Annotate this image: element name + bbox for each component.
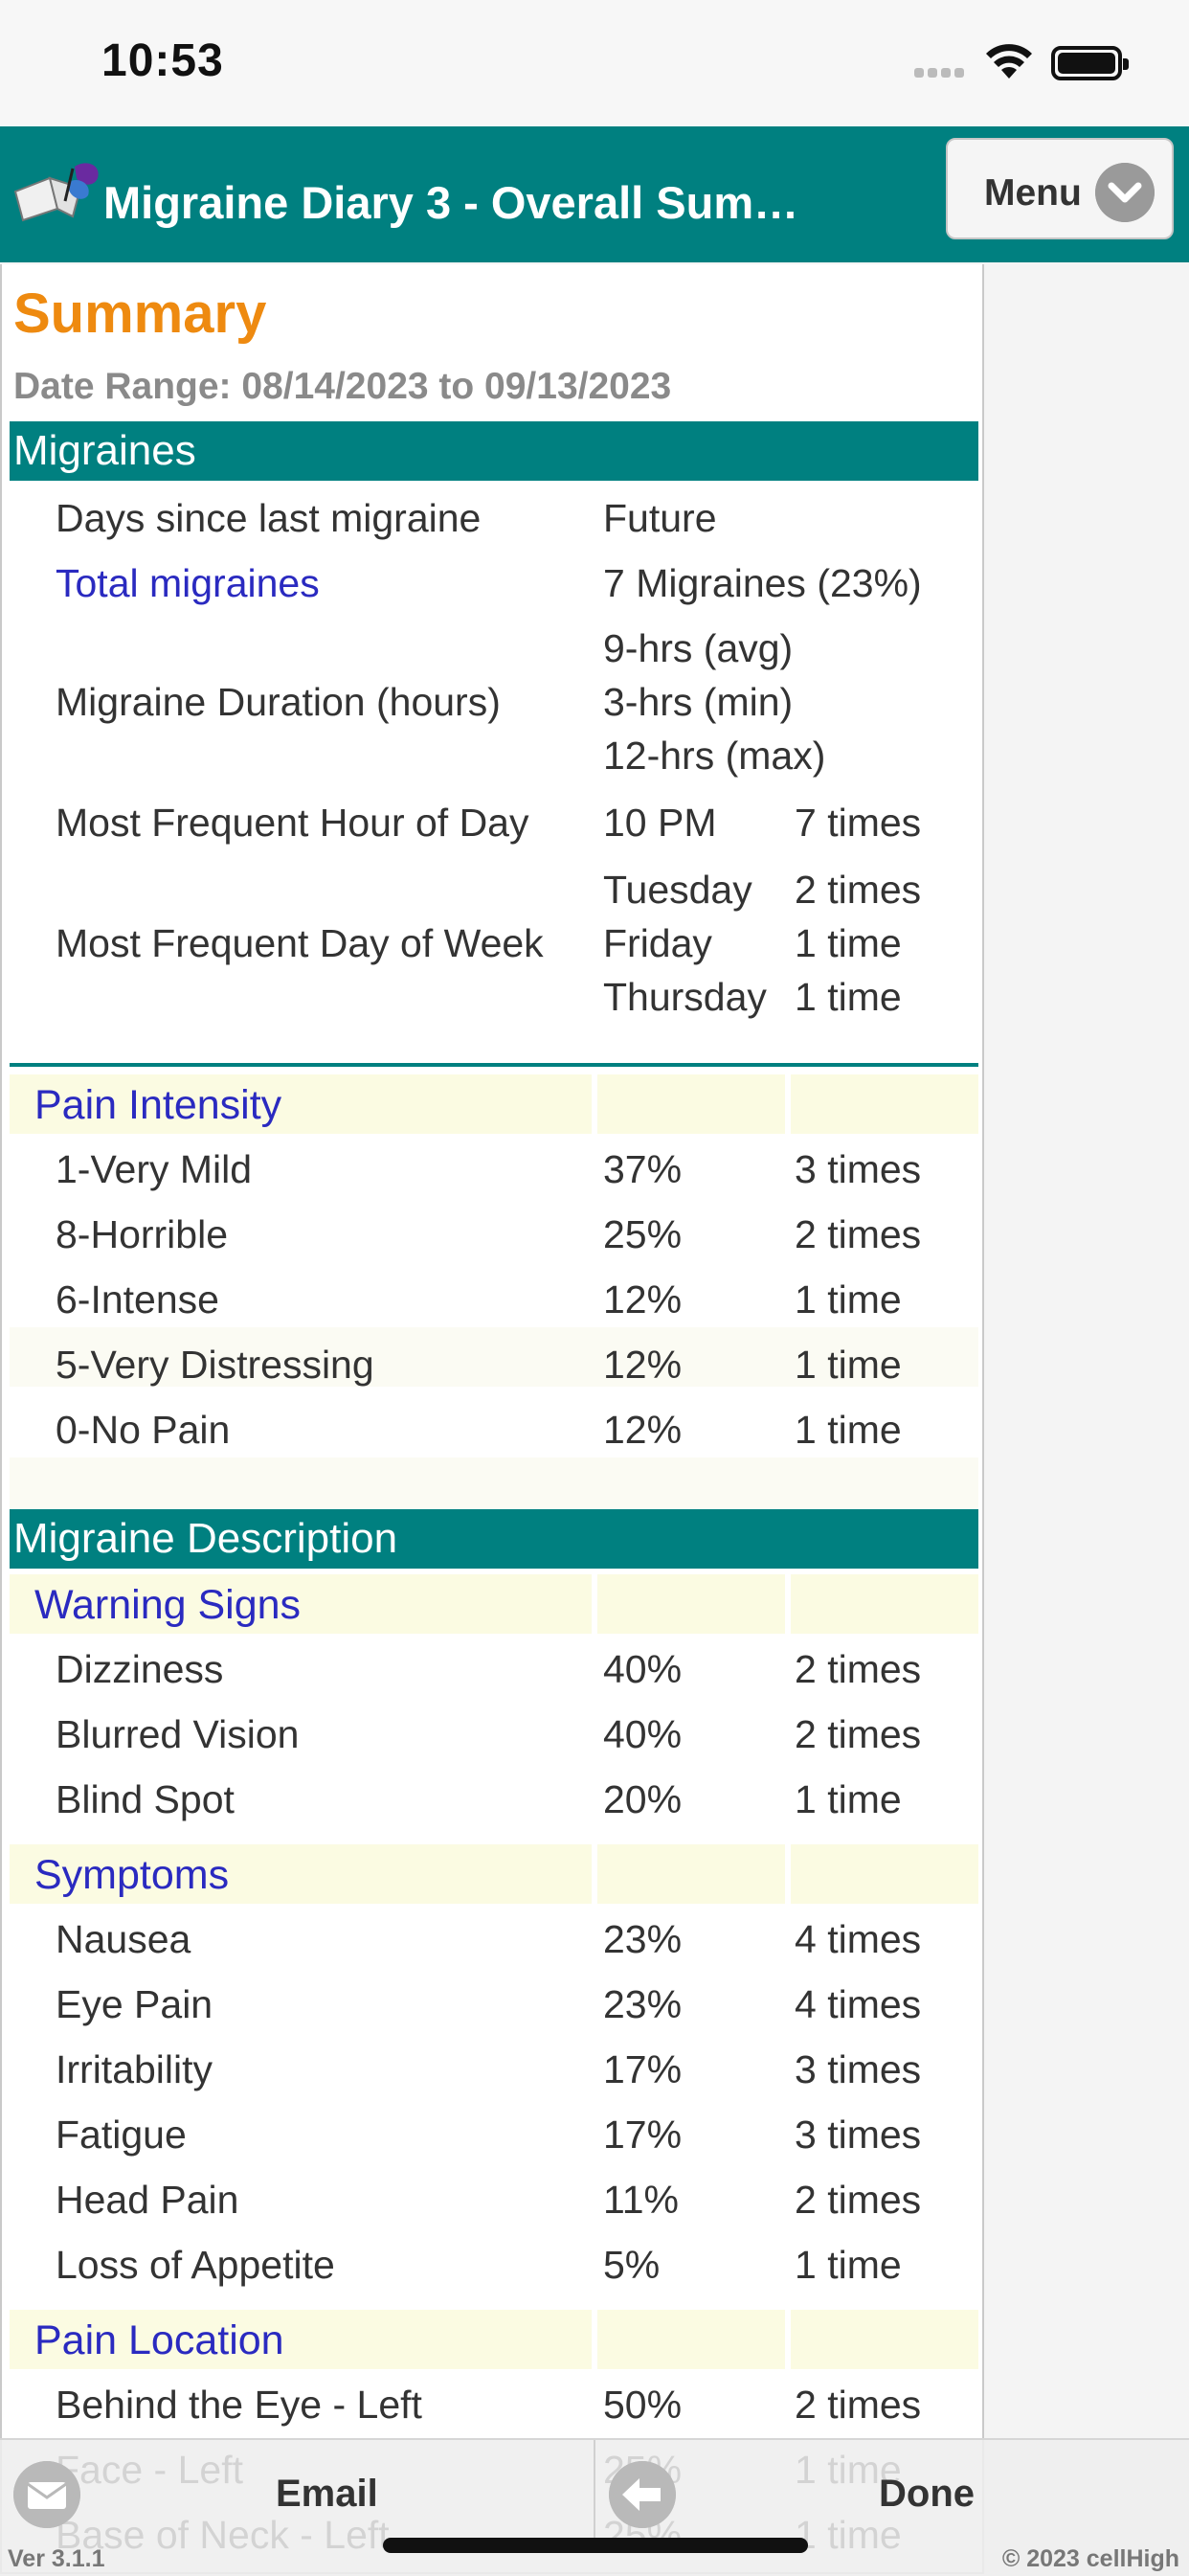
table-row-label: Blind Spot xyxy=(56,1777,235,1821)
dow-day: Tuesday xyxy=(603,868,752,912)
subheading-pain-intensity xyxy=(10,1074,978,1134)
days-since-label: Days since last migraine xyxy=(56,496,482,540)
table-row-count: 1 time xyxy=(795,1408,902,1452)
total-migraines-link[interactable]: Total migraines xyxy=(56,561,320,605)
done-button[interactable]: Done xyxy=(879,2473,975,2515)
copyright-label: © 2023 cellHigh xyxy=(1001,2545,1179,2572)
wifi-icon xyxy=(984,42,1034,80)
chevron-down-icon xyxy=(1095,163,1155,222)
duration-min: 3-hrs (min) xyxy=(603,680,794,724)
table-row-label: Nausea xyxy=(56,1917,191,1961)
symptoms-link[interactable]: Symptoms xyxy=(34,1852,230,1898)
total-migraines-value: 7 Migraines (23%) xyxy=(603,561,922,605)
duration-avg: 9-hrs (avg) xyxy=(603,626,794,670)
table-row-count: 3 times xyxy=(795,1147,922,1191)
diary-book-icon xyxy=(11,159,105,226)
table-row-label: Irritability xyxy=(56,2047,213,2091)
dow-count: 1 time xyxy=(795,921,902,965)
table-row-pct: 40% xyxy=(603,1647,683,1691)
table-row-label: Loss of Appetite xyxy=(56,2243,335,2287)
subheading-warning-signs xyxy=(10,1574,978,1634)
table-row-count: 1 time xyxy=(795,1777,902,1821)
status-time: 10:53 xyxy=(101,35,224,86)
section-migraine-description: Migraine Description xyxy=(10,1509,978,1569)
menu-button[interactable] xyxy=(946,138,1174,239)
table-row-pct: 5% xyxy=(603,2243,661,2287)
summary-title: Summary xyxy=(13,282,267,345)
email-button[interactable]: Email xyxy=(276,2473,378,2515)
table-row-count: 1 time xyxy=(795,2243,902,2287)
dow-day: Thursday xyxy=(603,975,767,1019)
frequent-hour-count: 7 times xyxy=(795,801,922,845)
subheading-symptoms xyxy=(10,1844,978,1904)
dow-day: Friday xyxy=(603,921,712,965)
warning-signs-link[interactable]: Warning Signs xyxy=(34,1582,302,1628)
duration-label: Migraine Duration (hours) xyxy=(56,680,501,724)
table-row-pct: 20% xyxy=(603,1777,683,1821)
section-divider xyxy=(10,1063,978,1067)
dow-count: 1 time xyxy=(795,975,902,1019)
table-row-pct: 12% xyxy=(603,1408,683,1452)
pain-intensity-link[interactable]: Pain Intensity xyxy=(34,1082,282,1128)
page-title: Migraine Diary 3 - Overall Sum… xyxy=(103,177,799,228)
duration-max: 12-hrs (max) xyxy=(603,734,826,778)
cellular-signal-icon xyxy=(914,65,972,80)
table-row-pct: 50% xyxy=(603,2383,683,2427)
pain-location-link[interactable]: Pain Location xyxy=(34,2317,284,2363)
date-range: Date Range: 08/14/2023 to 09/13/2023 xyxy=(13,366,672,407)
table-row-pct: 40% xyxy=(603,1712,683,1756)
table-row-pct: 17% xyxy=(603,2047,683,2091)
table-row-label: 5-Very Distressing xyxy=(56,1343,374,1387)
bottom-toolbar xyxy=(0,2438,1189,2576)
table-row-pct: 12% xyxy=(603,1277,683,1322)
table-row-label: 0-No Pain xyxy=(56,1408,231,1452)
menu-button-label: Menu xyxy=(984,172,1082,214)
table-row-count: 4 times xyxy=(795,1917,922,1961)
table-row-label: 8-Horrible xyxy=(56,1212,228,1256)
table-row-count: 1 time xyxy=(795,1343,902,1387)
table-row-count: 2 times xyxy=(795,1647,922,1691)
table-row-count: 3 times xyxy=(795,2113,922,2157)
table-row-label: Head Pain xyxy=(56,2178,239,2222)
days-since-value: Future xyxy=(603,496,717,540)
table-row-label: 6-Intense xyxy=(56,1277,219,1322)
app-header xyxy=(0,126,1189,262)
table-row-label: Blurred Vision xyxy=(56,1712,300,1756)
table-row-count: 2 times xyxy=(795,2383,922,2427)
version-label: Ver 3.1.1 xyxy=(8,2545,105,2572)
table-row-label: Fatigue xyxy=(56,2113,187,2157)
status-bar xyxy=(0,0,1189,126)
summary-panel[interactable] xyxy=(0,264,984,2574)
table-row-pct: 11% xyxy=(603,2178,680,2222)
table-row-pct: 12% xyxy=(603,1343,683,1387)
table-row-label: 1-Very Mild xyxy=(56,1147,253,1191)
table-row-label: Eye Pain xyxy=(56,1982,213,2026)
table-row-count: 2 times xyxy=(795,1712,922,1756)
table-row-pct: 17% xyxy=(603,2113,683,2157)
table-row-pct: 23% xyxy=(603,1917,683,1961)
table-row-pct: 23% xyxy=(603,1982,683,2026)
table-row-count: 1 time xyxy=(795,1277,902,1322)
email-icon[interactable] xyxy=(13,2461,80,2528)
table-row-count: 4 times xyxy=(795,1982,922,2026)
back-arrow-icon[interactable] xyxy=(609,2461,676,2528)
table-row-pct: 25% xyxy=(603,1212,683,1256)
table-row-label: Behind the Eye - Left xyxy=(56,2383,422,2427)
frequent-day-label: Most Frequent Day of Week xyxy=(56,921,544,965)
frequent-hour-value: 10 PM xyxy=(603,801,717,845)
section-migraines: Migraines xyxy=(10,421,978,481)
table-row-count: 2 times xyxy=(795,1212,922,1256)
home-indicator[interactable] xyxy=(383,2538,808,2553)
frequent-hour-label: Most Frequent Hour of Day xyxy=(56,801,529,845)
dow-count: 2 times xyxy=(795,868,922,912)
subheading-pain-location xyxy=(10,2310,978,2369)
table-row-count: 3 times xyxy=(795,2047,922,2091)
table-row-count: 2 times xyxy=(795,2178,922,2222)
table-row-label: Dizziness xyxy=(56,1647,224,1691)
battery-icon xyxy=(1051,46,1122,80)
table-row-pct: 37% xyxy=(603,1147,683,1191)
